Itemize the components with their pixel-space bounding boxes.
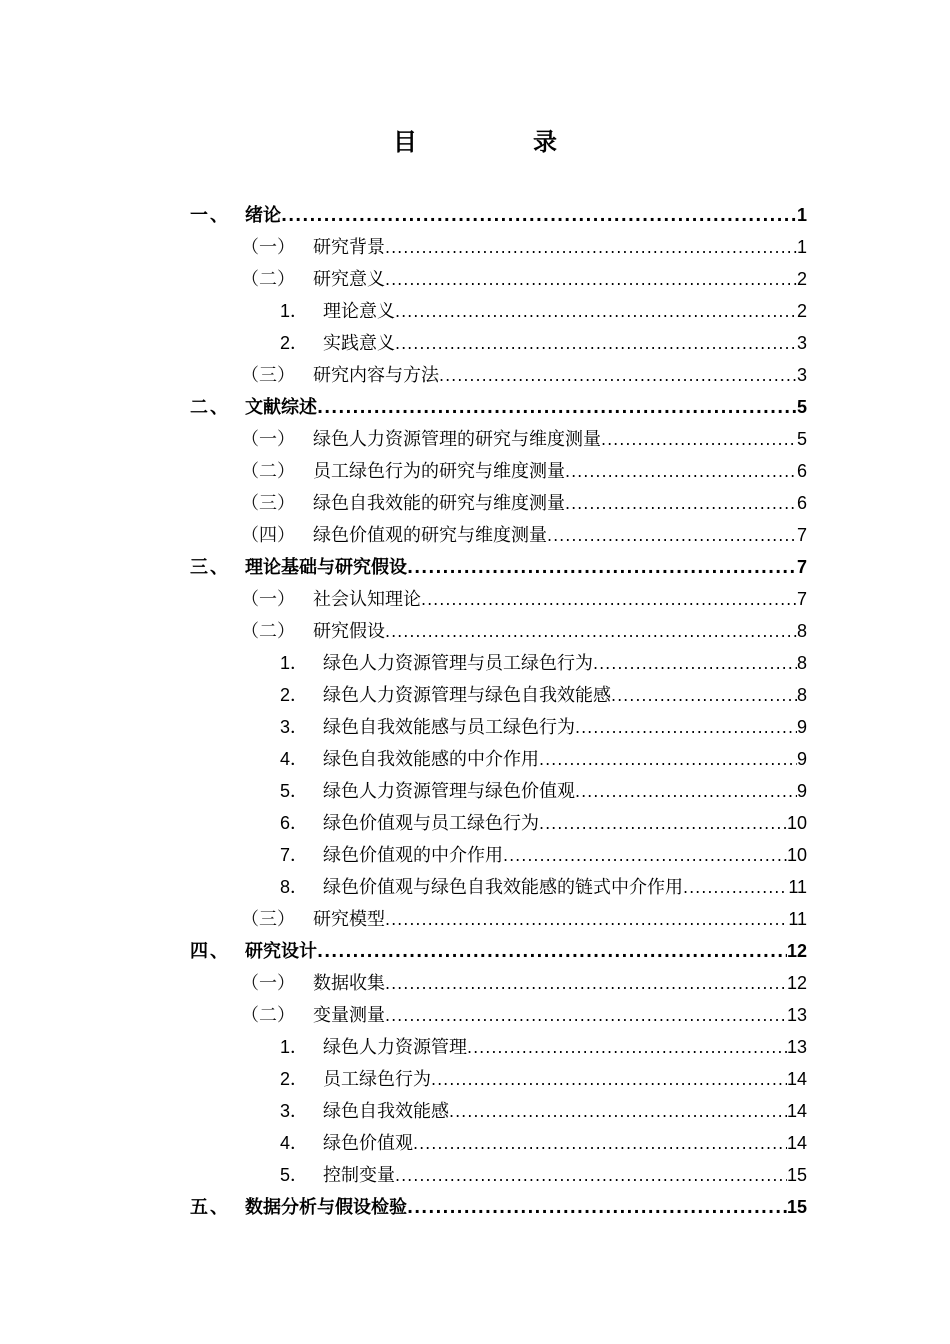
toc-entry-line — [245, 937, 807, 963]
toc-entry-title[interactable]: 研究意义 — [313, 269, 385, 290]
toc-entry-number: 4． — [280, 749, 309, 769]
toc-entry-title[interactable]: 绿色价值观的中介作用 — [323, 845, 503, 866]
toc-entry-line — [323, 649, 807, 675]
toc-page-number: 1 — [796, 205, 807, 225]
toc-entry-line — [323, 841, 807, 867]
toc-dot-leader — [407, 1198, 787, 1217]
toc-entry-number: （一） — [241, 973, 295, 994]
toc-dot-leader — [575, 782, 797, 801]
toc-dot-leader — [539, 750, 797, 769]
toc-dot-leader — [683, 878, 788, 897]
toc-entry-number: 一、 — [190, 205, 230, 226]
toc-page-number: 7 — [796, 589, 807, 609]
toc-dot-leader — [565, 494, 797, 513]
toc-entry-title[interactable]: 绿色自我效能的研究与维度测量 — [313, 493, 565, 514]
toc-entry-number: （二） — [241, 269, 295, 290]
toc-entry-number: 四、 — [190, 941, 230, 962]
toc-entry-line — [313, 521, 807, 547]
toc-entry-number: 二、 — [190, 397, 230, 418]
toc-dot-leader — [611, 686, 797, 705]
toc-entry[interactable] — [0, 550, 950, 582]
toc-page-number: 8 — [796, 621, 807, 641]
table-of-contents — [0, 198, 950, 1222]
toc-page-number: 3 — [796, 333, 807, 353]
toc-entry-number: 2． — [280, 333, 309, 353]
toc-entry-title[interactable]: 研究设计 — [245, 941, 317, 962]
toc-entry[interactable] — [0, 934, 950, 966]
toc-dot-leader — [547, 526, 797, 545]
toc-entry-title[interactable]: 研究背景 — [313, 237, 385, 258]
toc-page-number: 1 — [796, 237, 807, 257]
toc-entry-number: 4． — [280, 1133, 309, 1153]
toc-page-number: 9 — [796, 781, 807, 801]
toc-entry-title[interactable]: 绿色人力资源管理与绿色价值观 — [323, 781, 575, 802]
toc-entry[interactable] — [0, 1094, 950, 1126]
toc-entry[interactable] — [0, 294, 950, 326]
toc-entry-number: （三） — [241, 365, 295, 386]
toc-dot-leader — [395, 302, 797, 321]
toc-entry-number: （一） — [241, 237, 295, 258]
toc-page-number: 9 — [796, 717, 807, 737]
toc-entry-title[interactable]: 数据收集 — [313, 973, 385, 994]
toc-entry-line — [323, 1129, 807, 1155]
toc-entry-line — [313, 617, 807, 643]
toc-entry-title[interactable]: 数据分析与假设检验 — [245, 1197, 407, 1218]
toc-entry-line — [313, 585, 807, 611]
toc-dot-leader — [421, 590, 797, 609]
toc-dot-leader — [317, 398, 797, 417]
toc-entry-line — [245, 1193, 807, 1219]
toc-entry[interactable] — [0, 198, 950, 230]
toc-page-number: 3 — [796, 365, 807, 385]
toc-page-number: 10 — [786, 813, 807, 833]
toc-dot-leader — [385, 1006, 787, 1025]
toc-page-number: 15 — [786, 1197, 807, 1217]
toc-page-number: 14 — [786, 1101, 807, 1121]
toc-page-number: 12 — [786, 973, 807, 993]
toc-page-number: 8 — [796, 653, 807, 673]
toc-page-number: 15 — [786, 1165, 807, 1185]
toc-entry-line — [323, 1161, 807, 1187]
toc-dot-leader — [413, 1134, 787, 1153]
toc-entry[interactable] — [0, 262, 950, 294]
toc-entry[interactable] — [0, 838, 950, 870]
toc-page-number: 7 — [796, 525, 807, 545]
toc-entry-number: （三） — [241, 909, 295, 930]
toc-entry-number: 五、 — [190, 1197, 230, 1218]
toc-entry-title[interactable]: 员工绿色行为 — [323, 1069, 431, 1090]
toc-entry[interactable] — [0, 1190, 950, 1222]
toc-dot-leader — [439, 366, 797, 385]
toc-page-number: 7 — [796, 557, 807, 577]
toc-page-number: 6 — [796, 461, 807, 481]
toc-dot-leader — [395, 1166, 787, 1185]
toc-entry[interactable] — [0, 774, 950, 806]
toc-entry-line — [323, 681, 807, 707]
toc-dot-leader — [317, 942, 787, 961]
toc-entry-number: （三） — [241, 493, 295, 514]
toc-entry-title[interactable]: 理论基础与研究假设 — [245, 557, 407, 578]
toc-dot-leader — [431, 1070, 787, 1089]
toc-entry-line — [313, 233, 807, 259]
toc-entry-title[interactable]: 文献综述 — [245, 397, 317, 418]
toc-dot-leader — [467, 1038, 787, 1057]
toc-entry-number: 7． — [280, 845, 309, 865]
toc-entry[interactable] — [0, 966, 950, 998]
toc-entry-title[interactable]: 研究内容与方法 — [313, 365, 439, 386]
toc-entry-title[interactable]: 绿色价值观与员工绿色行为 — [323, 813, 539, 834]
toc-dot-leader — [385, 238, 797, 257]
toc-entry-line — [323, 777, 807, 803]
toc-entry-line — [323, 873, 807, 899]
toc-entry-line — [323, 329, 807, 355]
toc-entry-line — [313, 361, 807, 387]
toc-page-number: 2 — [796, 301, 807, 321]
toc-dot-leader — [449, 1102, 787, 1121]
toc-page-number: 5 — [796, 429, 807, 449]
toc-entry-number: 1． — [280, 1037, 309, 1057]
toc-entry-title[interactable]: 绿色自我效能感 — [323, 1101, 449, 1122]
toc-entry-title[interactable]: 控制变量 — [323, 1165, 395, 1186]
toc-entry-line — [323, 1065, 807, 1091]
toc-entry-number: 5． — [280, 781, 309, 801]
toc-page-number: 13 — [786, 1037, 807, 1057]
toc-entry-number: 6． — [280, 813, 309, 833]
toc-entry-line — [323, 1097, 807, 1123]
toc-entry-number: （二） — [241, 1005, 295, 1026]
toc-entry-line — [313, 489, 807, 515]
toc-page-number: 14 — [786, 1133, 807, 1153]
toc-dot-leader — [539, 814, 787, 833]
toc-dot-leader — [565, 462, 797, 481]
toc-entry-title[interactable]: 研究模型 — [313, 909, 385, 930]
toc-entry-number: （一） — [241, 429, 295, 450]
toc-entry-number: 2． — [280, 685, 309, 705]
toc-entry-line — [323, 713, 807, 739]
toc-entry-number: 1． — [280, 653, 309, 673]
toc-entry-title[interactable]: 绿色价值观的研究与维度测量 — [313, 525, 547, 546]
toc-entry[interactable] — [0, 358, 950, 390]
toc-entry-title[interactable]: 理论意义 — [323, 301, 395, 322]
toc-entry-number: （一） — [241, 589, 295, 610]
toc-page-number: 13 — [786, 1005, 807, 1025]
toc-entry-line — [245, 553, 807, 579]
toc-entry-title[interactable]: 实践意义 — [323, 333, 395, 354]
toc-entry-title[interactable]: 绿色人力资源管理与绿色自我效能感 — [323, 685, 611, 706]
toc-entry[interactable] — [0, 390, 950, 422]
toc-entry-line — [323, 1033, 807, 1059]
toc-entry[interactable] — [0, 1158, 950, 1190]
toc-entry-line — [323, 809, 807, 835]
toc-entry[interactable] — [0, 518, 950, 550]
toc-entry-number: （四） — [241, 525, 295, 546]
toc-entry-number: 8． — [280, 877, 309, 897]
toc-page-number: 9 — [796, 749, 807, 769]
toc-entry[interactable] — [0, 230, 950, 262]
toc-page-number: 11 — [788, 877, 807, 897]
toc-entry-title[interactable]: 研究假设 — [313, 621, 385, 642]
toc-entry-number: （二） — [241, 621, 295, 642]
toc-dot-leader — [281, 206, 797, 225]
toc-entry-number: 3． — [280, 1101, 309, 1121]
toc-page-number: 2 — [796, 269, 807, 289]
toc-entry-line — [313, 905, 807, 931]
toc-entry-title[interactable]: 绿色人力资源管理与员工绿色行为 — [323, 653, 593, 674]
toc-dot-leader — [385, 622, 797, 641]
toc-entry[interactable] — [0, 1062, 950, 1094]
toc-dot-leader — [593, 654, 797, 673]
toc-entry-line — [323, 297, 807, 323]
toc-entry[interactable] — [0, 902, 950, 934]
toc-page-number: 11 — [788, 909, 807, 929]
toc-entry[interactable] — [0, 646, 950, 678]
toc-entry-line — [313, 969, 807, 995]
toc-entry-title[interactable]: 绪论 — [245, 205, 281, 226]
toc-entry-number: 1． — [280, 301, 309, 321]
toc-page-number: 5 — [796, 397, 807, 417]
toc-entry[interactable] — [0, 454, 950, 486]
toc-entry[interactable] — [0, 582, 950, 614]
toc-entry-line — [313, 1001, 807, 1027]
toc-dot-leader — [385, 270, 797, 289]
toc-dot-leader — [601, 430, 797, 449]
toc-entry-number: （二） — [241, 461, 295, 482]
toc-dot-leader — [385, 910, 788, 929]
toc-entry-line — [245, 201, 807, 227]
toc-entry[interactable] — [0, 742, 950, 774]
toc-entry-line — [313, 425, 807, 451]
toc-entry-number: 2． — [280, 1069, 309, 1089]
toc-entry-title[interactable]: 绿色人力资源管理 — [323, 1037, 467, 1058]
toc-entry-title[interactable]: 绿色人力资源管理的研究与维度测量 — [313, 429, 601, 450]
toc-entry-line — [323, 745, 807, 771]
toc-entry[interactable] — [0, 1126, 950, 1158]
toc-entry[interactable] — [0, 486, 950, 518]
toc-entry-number: 5． — [280, 1165, 309, 1185]
toc-entry[interactable] — [0, 870, 950, 902]
toc-entry-line — [313, 265, 807, 291]
toc-page-number: 10 — [786, 845, 807, 865]
page-title: 目 录 — [393, 128, 603, 156]
toc-entry[interactable] — [0, 678, 950, 710]
toc-entry-line — [313, 457, 807, 483]
toc-entry[interactable] — [0, 422, 950, 454]
toc-page-number: 6 — [796, 493, 807, 513]
toc-dot-leader — [395, 334, 797, 353]
toc-entry[interactable] — [0, 1030, 950, 1062]
toc-entry-number: 三、 — [190, 557, 230, 578]
toc-dot-leader — [503, 846, 787, 865]
toc-entry[interactable] — [0, 710, 950, 742]
toc-page-number: 14 — [786, 1069, 807, 1089]
toc-entry-title[interactable]: 绿色自我效能感的中介作用 — [323, 749, 539, 770]
toc-entry-title[interactable]: 变量测量 — [313, 1005, 385, 1026]
toc-entry-title[interactable]: 绿色价值观 — [323, 1133, 413, 1154]
toc-entry-title[interactable]: 绿色价值观与绿色自我效能感的链式中介作用 — [323, 877, 683, 898]
toc-dot-leader — [385, 974, 787, 993]
toc-entry-title[interactable]: 员工绿色行为的研究与维度测量 — [313, 461, 565, 482]
toc-entry[interactable] — [0, 614, 950, 646]
toc-entry-line — [245, 393, 807, 419]
toc-entry-title[interactable]: 社会认知理论 — [313, 589, 421, 610]
toc-dot-leader — [575, 718, 797, 737]
toc-entry[interactable] — [0, 998, 950, 1030]
toc-entry[interactable] — [0, 806, 950, 838]
toc-entry-title[interactable]: 绿色自我效能感与员工绿色行为 — [323, 717, 575, 738]
toc-page-number: 8 — [796, 685, 807, 705]
toc-entry[interactable] — [0, 326, 950, 358]
toc-page-number: 12 — [786, 941, 807, 961]
toc-entry-number: 3． — [280, 717, 309, 737]
toc-dot-leader — [407, 558, 797, 577]
